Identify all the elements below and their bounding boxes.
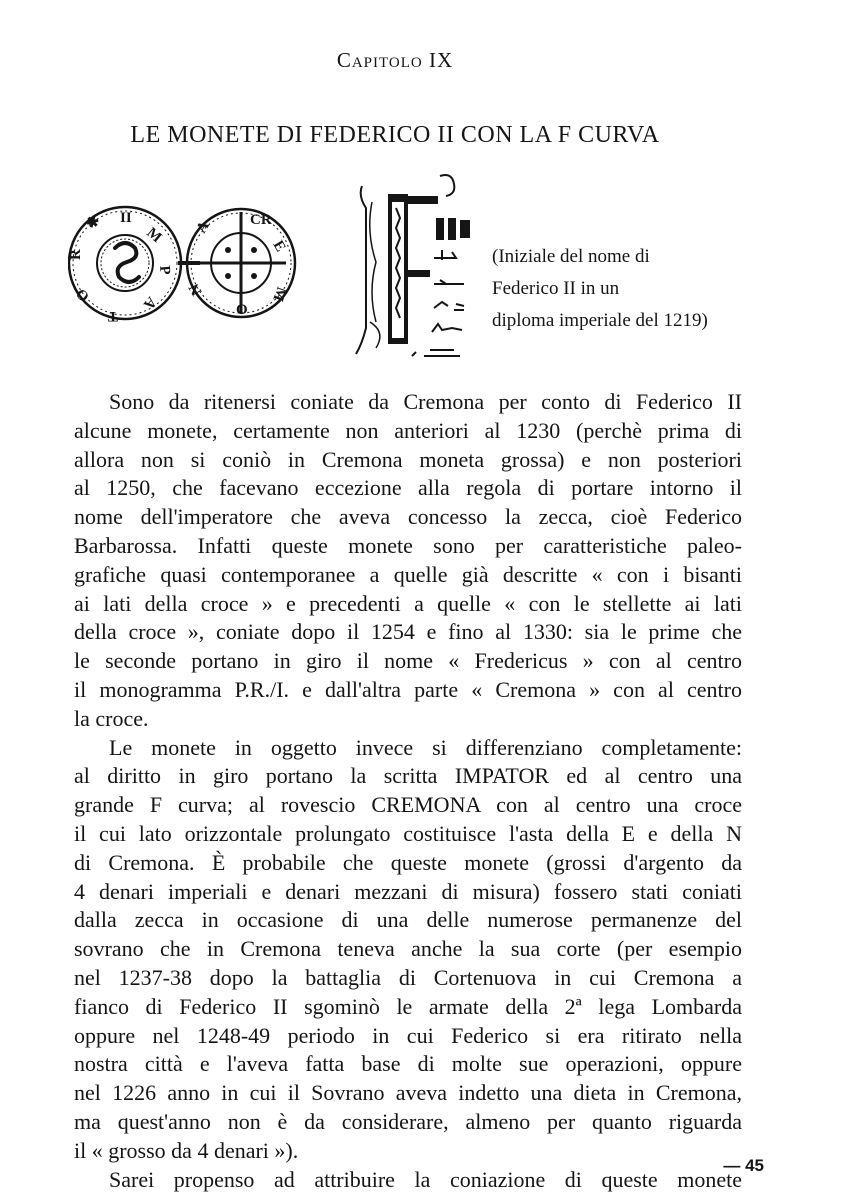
svg-text:T: T: [107, 308, 118, 324]
svg-text:M: M: [143, 224, 165, 247]
text-line: Sarei propenso ad attribuire la coniazione di queste monete: [109, 1166, 742, 1192]
text-line: il monogramma P.R./I. e dall'altra parte « Cremona » con al centro: [74, 676, 742, 702]
text-line: fianco di Federico II sgominò le armate della 2ª lega Lombarda: [74, 993, 742, 1019]
chapter-heading: Capitolo IX: [336, 48, 454, 72]
svg-text:M: M: [269, 284, 290, 304]
body-text: [74, 388, 742, 1194]
text-line: dalla zecca in occasione di una delle numerose permanenze del: [74, 907, 742, 933]
text-line: nostra città e l'aveva fatta base di molte sue operazioni, oppure: [74, 1051, 742, 1077]
text-line: il cui lato orizzontale prolungato costituisce l'asta della E e della N: [74, 820, 742, 846]
svg-text:N: N: [186, 280, 206, 298]
svg-text:O: O: [236, 302, 248, 318]
svg-text:E: E: [269, 238, 289, 255]
text-line: allora non si coniò in Cremona moneta grossa) e non posteriori: [74, 446, 742, 472]
text-line: Le monete in oggetto invece si differenziano completamente:: [109, 734, 742, 760]
text-line: della croce », coniate dopo il 1254 e fino al 1330: sia le prime che: [74, 619, 742, 645]
svg-text:P: P: [156, 264, 173, 276]
text-line: il « grosso da 4 denari »).: [74, 1137, 299, 1163]
text-line: di Cremona. È probabile che queste monete (grossi d'argento da: [74, 849, 742, 875]
page-number: — 45: [723, 1156, 764, 1175]
text-line: grande F curva; al rovescio CREMONA con al centro una croce: [74, 792, 742, 818]
text-line: oppure nel 1248-49 periodo in cui Federico si era ritirato nella: [74, 1022, 742, 1048]
text-line: Sono da ritenersi coniate da Cremona per conto di Federico II: [109, 389, 742, 414]
svg-text:A: A: [193, 218, 213, 236]
svg-text:CR: CR: [250, 212, 272, 228]
illustration-caption: [492, 241, 742, 337]
text-line: al 1250, che facevano eccezione alla regola di portare intorno il: [74, 475, 742, 501]
caption-line: Federico II in un: [492, 278, 620, 299]
svg-text:R: R: [68, 249, 84, 260]
text-line: nel 1237-38 dopo la battaglia di Cortenuova in cui Cremona a: [74, 964, 742, 990]
text-line: ma quest'anno non è da considerare, almeno per quanto riguarda: [74, 1108, 742, 1134]
text-line: alcune monete, certamente non anteriori al 1230 (perchè prima di: [74, 417, 742, 443]
coin-obverse: [68, 207, 181, 324]
caption-line: diploma imperiale del 1219): [492, 310, 708, 331]
text-line: le seconde portano in giro il nome « Fredericus » con al centro: [74, 648, 742, 674]
text-line: ai lati della croce » e precedenti a quelle « con le stellette ai lati: [74, 590, 742, 616]
page-title: LE MONETE DI FEDERICO II CON LA F CURVA: [130, 122, 660, 148]
text-line: 4 denari imperiali e denari mezzani di misura) fossero stati coniati: [74, 878, 742, 904]
text-line: sovrano che in Cremona teneva anche la sua corte (per esempio: [74, 936, 742, 962]
text-line: al diritto in giro portano la scritta IMPATOR ed al centro una: [74, 763, 742, 789]
text-line: nome dell'imperatore che aveva concesso la zecca, cioè Federico: [74, 504, 742, 530]
svg-text:✱: ✱: [83, 212, 104, 233]
caption-line: (Iniziale del nome di: [492, 246, 650, 267]
text-line: la croce.: [74, 705, 149, 731]
coin-pair-icon: [68, 198, 298, 328]
text-line: grafiche quasi contemporanee a quelle già descritte « con i bisanti: [74, 561, 742, 587]
svg-text:O: O: [73, 284, 93, 305]
coin-reverse: [186, 209, 295, 318]
text-line: Barbarossa. Infatti queste monete sono per caratteristiche paleo-: [74, 532, 742, 558]
illuminated-initial-f-icon: [352, 172, 482, 372]
svg-text:A: A: [139, 293, 160, 313]
text-line: nel 1226 anno in cui il Sovrano aveva indetto una dieta in Cremona,: [74, 1080, 742, 1106]
svg-text:II: II: [120, 210, 132, 226]
